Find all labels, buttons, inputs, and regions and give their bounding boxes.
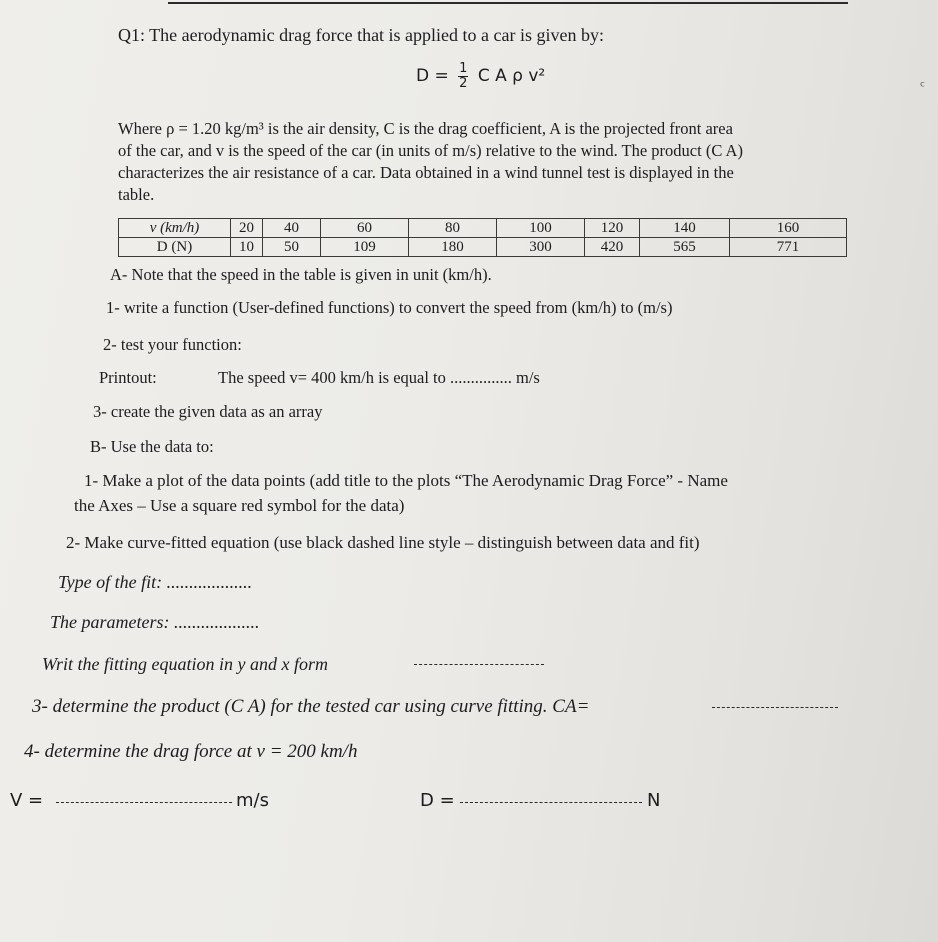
part-b-item-4: 4- determine the drag force at v = 200 km/h [24, 741, 358, 762]
part-b-item-2: 2- Make curve-fitted equation (use black dashed line style – distinguish between data and fit) [66, 533, 700, 552]
d-answer-blank [460, 802, 642, 803]
table-cell: 40 [263, 219, 321, 238]
top-rule [168, 2, 848, 4]
table-cell: 80 [409, 219, 497, 238]
fit-type-line: Type of the fit: ................... [58, 572, 253, 592]
table-cell: 180 [409, 238, 497, 257]
d-answer-unit: N [647, 790, 661, 811]
v-answer-unit: m/s [236, 790, 269, 811]
table-cell: 60 [321, 219, 409, 238]
table-cell: 420 [585, 238, 640, 257]
paragraph-line: table. [118, 185, 155, 204]
part-a-item-3: 3- create the given data as an array [93, 402, 323, 421]
wind-tunnel-table [118, 218, 847, 257]
description-paragraph [118, 118, 838, 206]
paragraph-line: characterizes the air resistance of a car. Data obtained in a wind tunnel test is displayed in the [118, 163, 734, 182]
paragraph-line: Where ρ = 1.20 kg/m³ is the air density, C is the drag coefficient, A is the projected front area [118, 119, 733, 138]
v-answer-blank [56, 802, 232, 803]
table-row-force [119, 238, 847, 257]
part-b-item-1-line-2: the Axes – Use a square red symbol for the data) [74, 496, 405, 515]
d-answer-label: D = [420, 790, 455, 811]
fitting-equation-blank [414, 664, 544, 665]
parameters-line: The parameters: ................... [50, 612, 260, 632]
fraction-numerator: 1 [459, 61, 468, 76]
row-header-speed: v (km/h) [119, 219, 231, 238]
table-cell: 160 [730, 219, 847, 238]
table-row-speed [119, 219, 847, 238]
table-cell: 50 [263, 238, 321, 257]
ca-answer-blank [712, 707, 838, 708]
part-b-item-1-line-1: 1- Make a plot of the data points (add title to the plots “The Aerodynamic Drag Force” - Name [84, 471, 728, 490]
printout-text: The speed v= 400 km/h is equal to ............... m/s [218, 368, 540, 387]
fitting-equation-line: Writ the fitting equation in y and x form [42, 654, 328, 674]
row-header-force: D (N) [119, 238, 231, 257]
fraction-denominator: 2 [459, 75, 468, 91]
formula-fraction [458, 62, 468, 90]
table-cell: 300 [497, 238, 585, 257]
part-b-item-3: 3- determine the product (C A) for the tested car using curve fitting. CA= [32, 696, 590, 717]
table-cell: 120 [585, 219, 640, 238]
printout-label: Printout: [99, 368, 157, 387]
part-b-heading: B- Use the data to: [90, 437, 214, 456]
table-cell: 140 [640, 219, 730, 238]
v-answer-label: V = [10, 790, 44, 811]
formula-lhs: D = [416, 66, 449, 87]
formula-rhs: C A ρ v² [477, 66, 546, 87]
part-a-note: A- Note that the speed in the table is given in unit (km/h). [110, 265, 492, 284]
table-cell: 109 [321, 238, 409, 257]
table-cell: 771 [730, 238, 847, 257]
margin-mark: ᶜ [920, 79, 926, 95]
part-a-item-1: 1- write a function (User-defined functions) to convert the speed from (km/h) to (m/s) [106, 298, 673, 317]
question-title: Q1: The aerodynamic drag force that is applied to a car is given by: [118, 25, 604, 45]
table-cell: 20 [231, 219, 263, 238]
part-a-item-2: 2- test your function: [103, 335, 242, 354]
drag-formula [416, 62, 545, 90]
table-cell: 10 [231, 238, 263, 257]
paragraph-line: of the car, and v is the speed of the car (in units of m/s) relative to the wind. The product (C A) [118, 141, 743, 160]
table-cell: 565 [640, 238, 730, 257]
table-cell: 100 [497, 219, 585, 238]
